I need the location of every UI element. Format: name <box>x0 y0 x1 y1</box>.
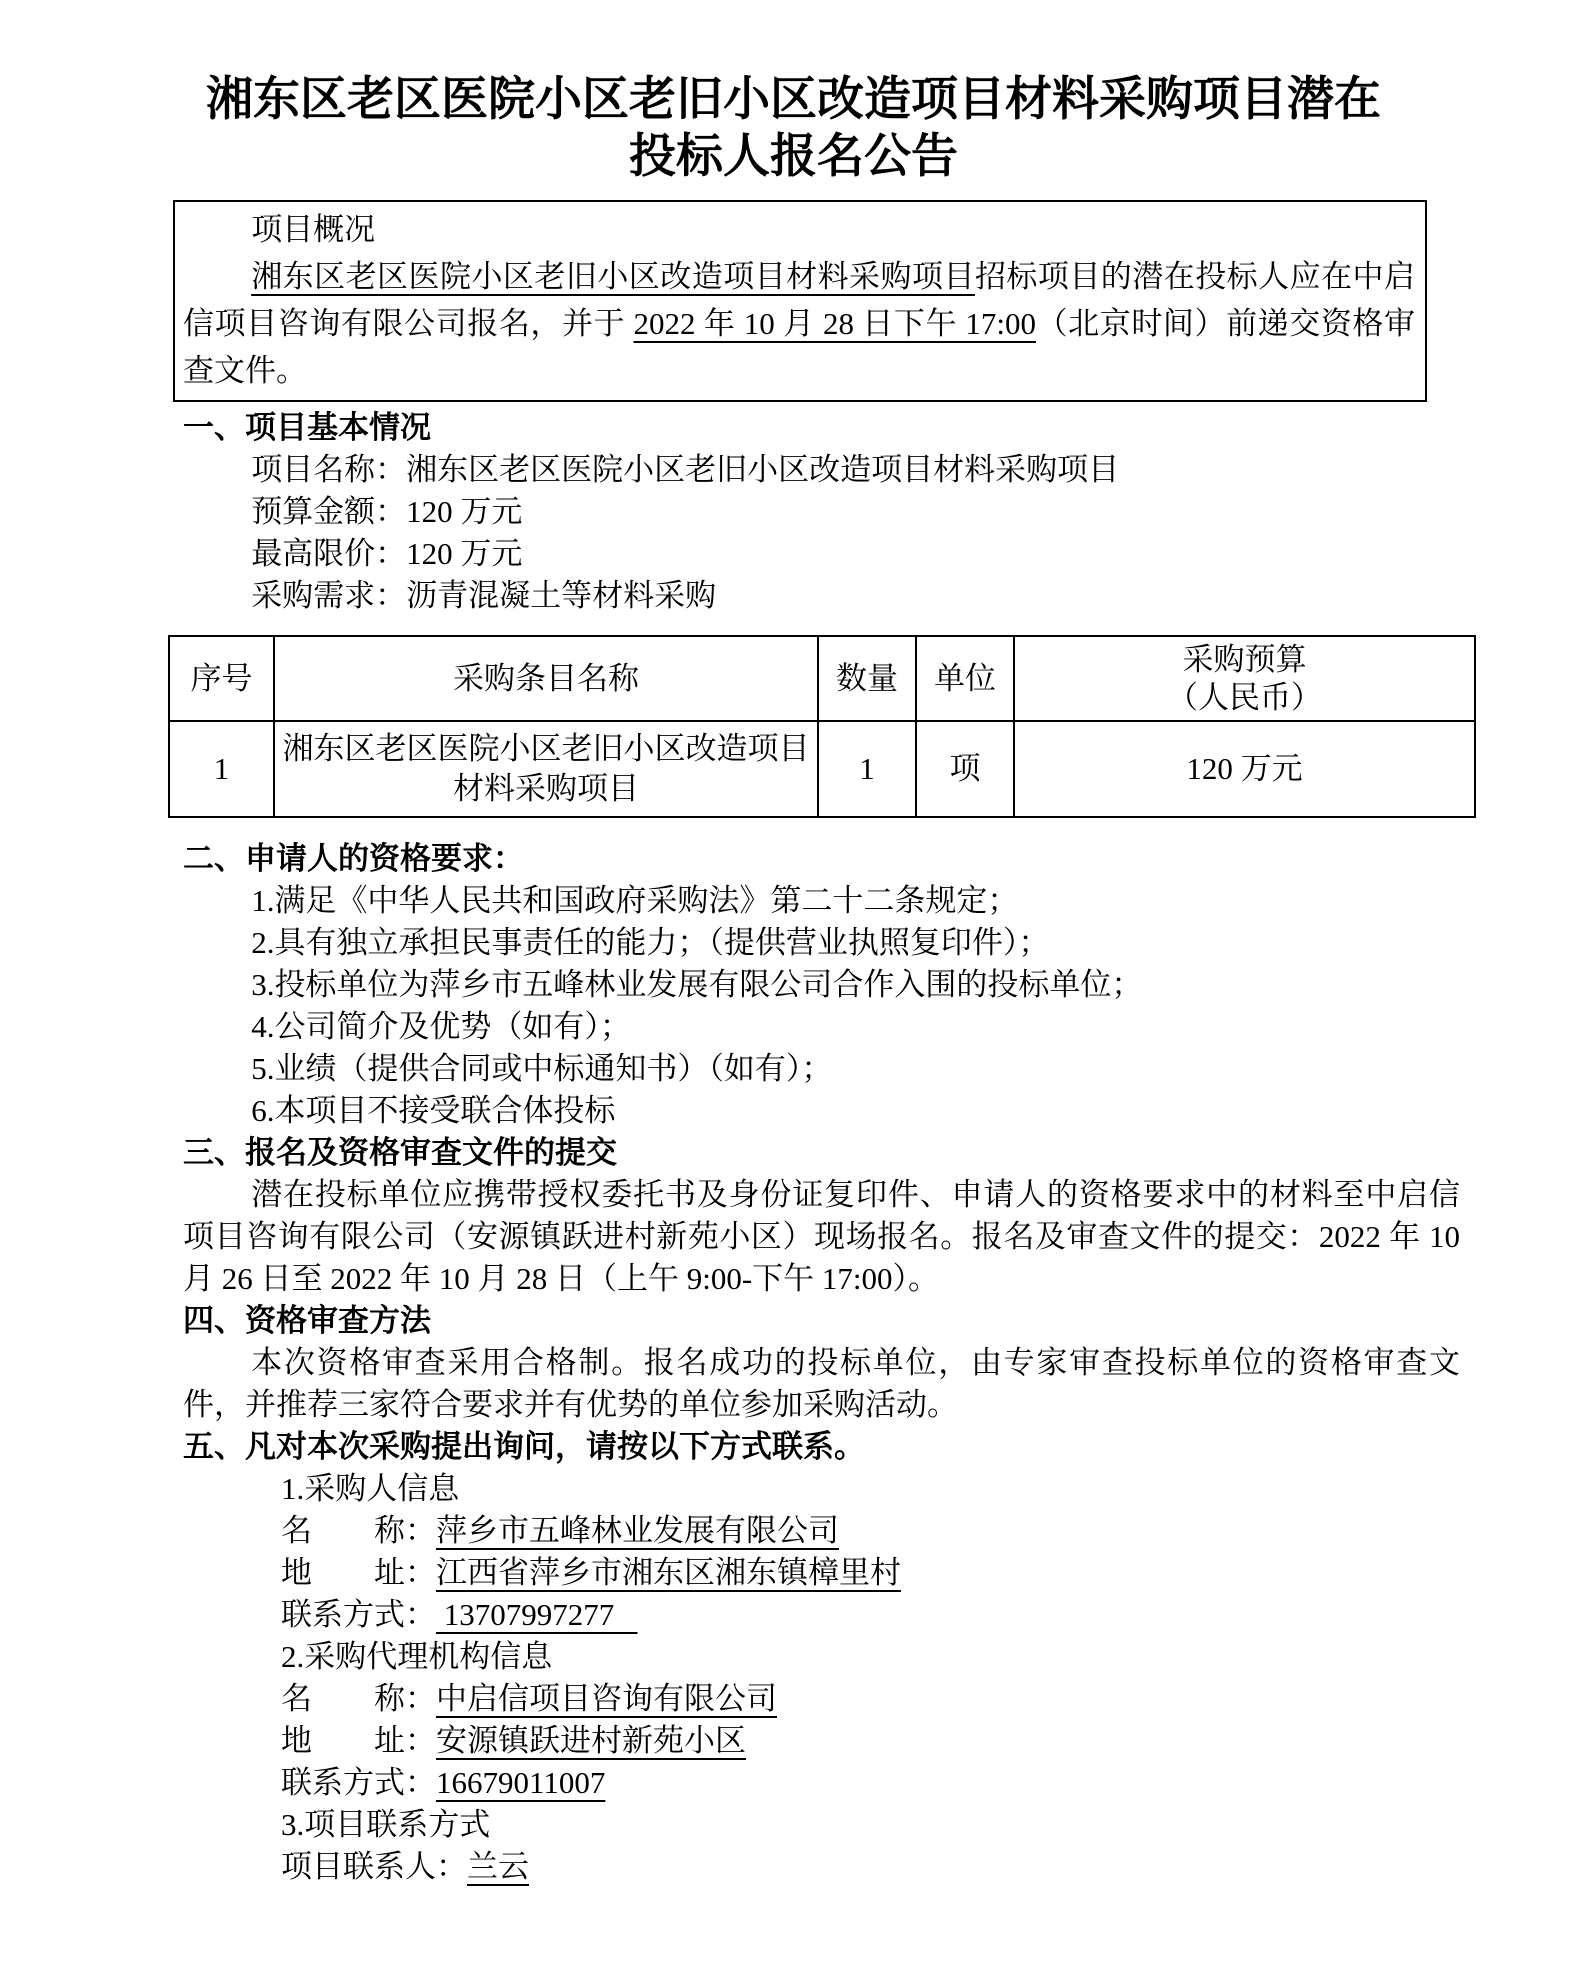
table-header-budget <box>1014 636 1475 721</box>
qualification-item-6: 6.本项目不接受联合体投标 <box>251 1093 616 1128</box>
overview-project-name-underlined: 湘东区老区医院小区老旧小区改造项目材料采购项目 <box>251 259 975 294</box>
purchaser-name-label: 名 称： <box>281 1513 436 1548</box>
table-cell-item-name: 湘东区老区医院小区老旧小区改造项目材料采购项目 <box>274 721 818 817</box>
qualification-item-1: 1.满足《中华人民共和国政府采购法》第二十二条规定； <box>251 883 1019 918</box>
purchaser-name-line <box>183 1510 1460 1552</box>
budget-amount-line: 预算金额：120 万元 <box>251 494 523 529</box>
procurement-demand-line: 采购需求：沥青混凝土等材料采购 <box>251 578 717 613</box>
agency-address-line <box>183 1720 1460 1762</box>
agency-name-label: 名 称： <box>281 1681 436 1716</box>
purchaser-address-label: 地 址： <box>281 1555 436 1590</box>
agency-info-header: 2.采购代理机构信息 <box>281 1639 553 1674</box>
overview-deadline-underlined: 2022 年 10 月 28 日下午 17:00 <box>633 306 1037 341</box>
document-title: 湘东区老区医院小区老旧小区改造项目材料采购项目潜在投标人报名公告 <box>206 74 1381 183</box>
project-name-line: 项目名称：湘东区老区医院小区老旧小区改造项目材料采购项目 <box>251 452 1120 487</box>
section1-heading: 一、项目基本情况 <box>183 410 431 445</box>
agency-phone-label: 联系方式： <box>281 1765 436 1800</box>
purchaser-phone-value: 13707997277 <box>436 1597 638 1632</box>
table-row <box>169 721 1475 817</box>
qualification-item-3: 3.投标单位为萍乡市五峰林业发展有限公司合作入围的投标单位； <box>251 967 1143 1002</box>
overview-heading: 项目概况 <box>251 212 376 247</box>
procurement-items-table <box>168 635 1476 818</box>
qualification-item-2: 2.具有独立承担民事责任的能力；（提供营业执照复印件）； <box>251 925 1050 960</box>
section2-heading: 二、申请人的资格要求： <box>183 841 524 876</box>
project-contact-person-line <box>183 1846 1460 1888</box>
overview-tail-text: （北京时间）前递交资格审查文件。 <box>183 306 1416 388</box>
purchaser-phone-label: 联系方式： <box>281 1597 436 1632</box>
table-cell-qty: 1 <box>818 721 916 817</box>
project-overview-box <box>173 200 1427 402</box>
purchaser-name-value: 萍乡市五峰林业发展有限公司 <box>436 1513 839 1548</box>
agency-address-label: 地 址： <box>281 1723 436 1758</box>
agency-phone-value: 16679011007 <box>436 1765 606 1800</box>
section5-heading: 五、凡对本次采购提出询问，请按以下方式联系。 <box>183 1429 865 1464</box>
agency-name-value: 中启信项目咨询有限公司 <box>436 1681 777 1716</box>
overview-middle-text: 招标项目的潜在投标人应在中启信项目咨询有限公司报名，并于 <box>183 259 1416 341</box>
table-header-qty: 数量 <box>818 636 916 721</box>
purchaser-address-value: 江西省萍乡市湘东区湘东镇樟里村 <box>436 1555 901 1590</box>
agency-name-line <box>183 1678 1460 1720</box>
project-contact-person-label: 项目联系人： <box>281 1849 467 1884</box>
table-header-row <box>169 636 1475 721</box>
table-cell-budget: 120 万元 <box>1014 721 1475 817</box>
project-contact-header: 3.项目联系方式 <box>281 1807 491 1842</box>
section4-paragraph: 本次资格审查采用合格制。报名成功的投标单位，由专家审查投标单位的资格审查文件，并推荐三家符合要求并有优势的单位参加采购活动。 <box>183 1345 1460 1422</box>
table-cell-unit: 项 <box>916 721 1014 817</box>
section3-paragraph: 潜在投标单位应携带授权委托书及身份证复印件、申请人的资格要求中的材料至中启信项目咨询有限公司（安源镇跃进村新苑小区）现场报名。报名及审查文件的提交：2022 年 10 月 26 日至 2022 年 10 月 28 日（上午 9:00-下午 17:00）。 <box>183 1177 1460 1296</box>
agency-address-value: 安源镇跃进村新苑小区 <box>436 1723 746 1758</box>
table-header-unit: 单位 <box>916 636 1014 721</box>
project-contact-person-value: 兰云 <box>467 1849 529 1884</box>
table-header-budget-line2: （人民币） <box>1167 679 1322 715</box>
max-price-line: 最高限价：120 万元 <box>251 536 523 571</box>
section4-heading: 四、资格审查方法 <box>183 1303 431 1338</box>
table-cell-seq: 1 <box>169 721 274 817</box>
table-header-seq: 序号 <box>169 636 274 721</box>
purchaser-address-line <box>183 1552 1460 1594</box>
purchaser-phone-line <box>183 1594 1460 1636</box>
section3-heading: 三、报名及资格审查文件的提交 <box>183 1135 617 1170</box>
agency-phone-line <box>183 1762 1460 1804</box>
bottom-whitespace <box>183 1888 1460 1988</box>
qualification-item-4: 4.公司简介及优势（如有）； <box>251 1009 631 1044</box>
table-header-item-name: 采购条目名称 <box>274 636 818 721</box>
overview-paragraph <box>183 253 1415 394</box>
purchaser-info-header: 1.采购人信息 <box>281 1471 460 1506</box>
document-body <box>183 200 1460 1988</box>
qualification-item-5: 5.业绩（提供合同或中标通知书）（如有）； <box>251 1051 833 1086</box>
table-header-budget-line1: 采购预算 <box>1182 641 1307 677</box>
